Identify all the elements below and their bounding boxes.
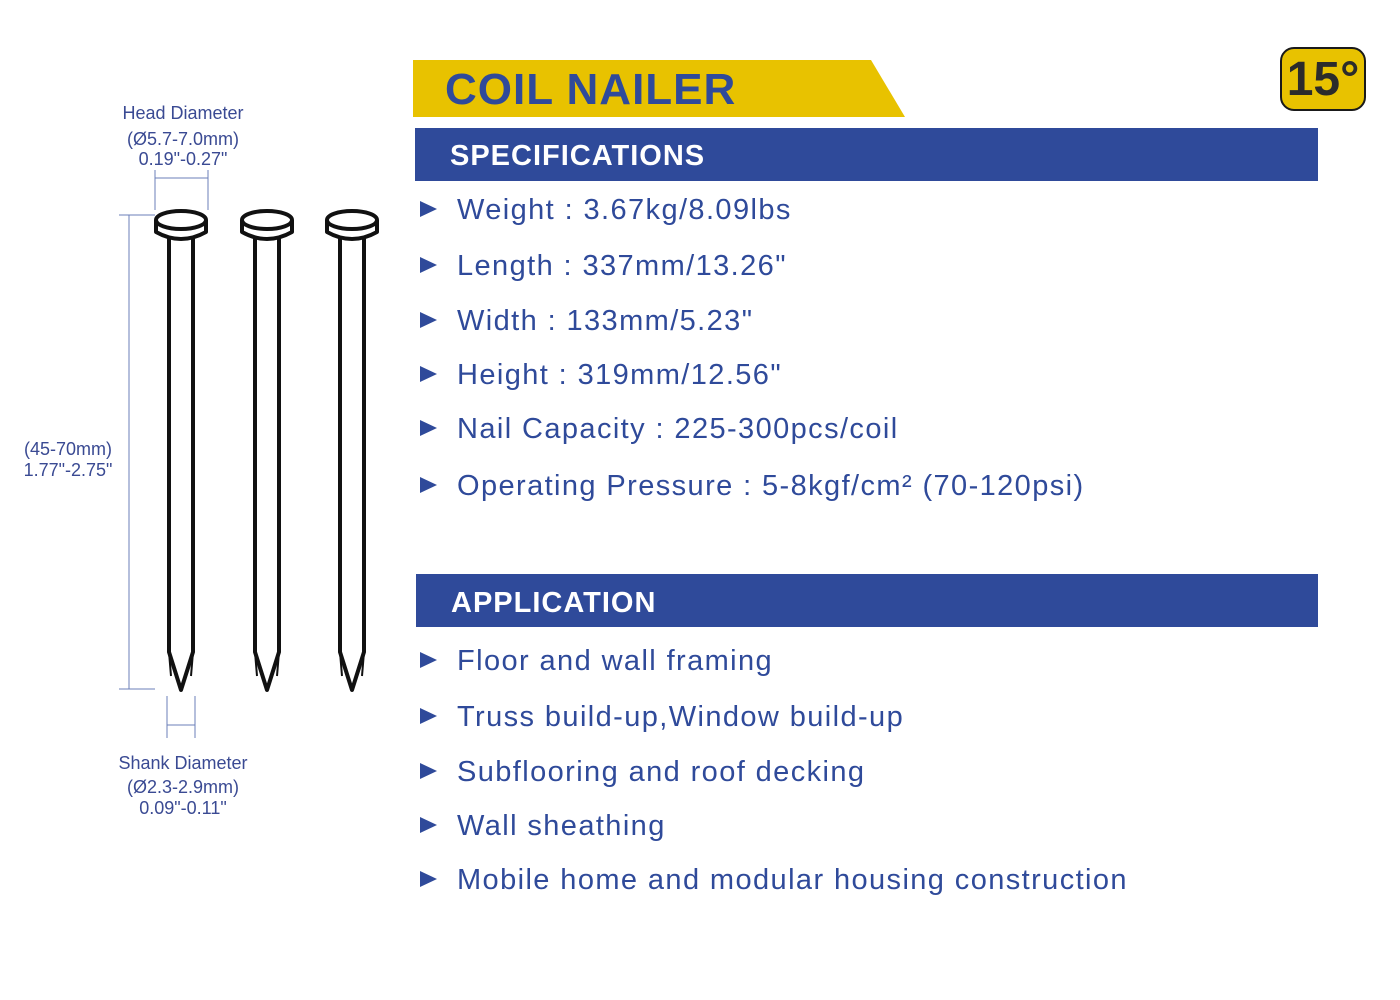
arrow-bullet-icon	[420, 652, 437, 668]
spec-item-width	[420, 304, 753, 338]
shank-diameter-in: 0.09"-0.11"	[139, 798, 227, 818]
application-item	[420, 755, 865, 789]
spec-item-text: Weight : 3.67kg/8.09lbs	[457, 194, 792, 226]
application-item-text: Wall sheathing	[457, 810, 666, 842]
spec-item-text: Nail Capacity : 225-300pcs/coil	[457, 413, 899, 445]
nail-1	[156, 211, 206, 690]
application-item-text: Mobile home and modular housing construction	[457, 864, 1128, 896]
arrow-bullet-icon	[420, 817, 437, 833]
spec-item-operating-pressure	[420, 469, 1085, 503]
page-title: COIL NAILER	[445, 65, 737, 114]
shank-diameter-title: Shank Diameter	[118, 753, 248, 773]
application-item	[420, 700, 904, 734]
application-heading: APPLICATION	[416, 574, 1318, 627]
shank-diameter-label	[103, 752, 263, 818]
arrow-bullet-icon	[420, 201, 437, 217]
arrow-bullet-icon	[420, 708, 437, 724]
length-mm: (45-70mm)	[23, 439, 112, 459]
arrow-bullet-icon	[420, 257, 437, 273]
spec-item-text: Width : 133mm/5.23"	[457, 305, 754, 337]
head-diameter-label	[103, 102, 263, 168]
length-in: 1.77"-2.75"	[23, 460, 113, 480]
spec-item-text: Length : 337mm/13.26"	[457, 250, 787, 282]
spec-item-weight	[420, 193, 792, 227]
application-item	[420, 863, 1128, 897]
spec-item-text: Height : 319mm/12.56"	[457, 359, 783, 391]
arrow-bullet-icon	[420, 871, 437, 887]
nail-diagram	[0, 0, 400, 1000]
arrow-bullet-icon	[420, 366, 437, 382]
application-item-text: Truss build-up,Window build-up	[457, 701, 905, 733]
head-diameter-title: Head Diameter	[122, 103, 244, 123]
application-item	[420, 644, 773, 678]
spec-item-length	[420, 249, 787, 283]
specifications-heading: SPECIFICATIONS	[415, 128, 1318, 181]
spec-item-height	[420, 358, 782, 392]
arrow-bullet-icon	[420, 420, 437, 436]
head-diameter-mm: (Ø5.7-7.0mm)	[126, 129, 240, 149]
application-item	[420, 809, 666, 843]
arrow-bullet-icon	[420, 477, 437, 493]
nail-2	[242, 211, 292, 690]
angle-badge: 15°	[1280, 47, 1366, 111]
spec-item-text: Operating Pressure : 5-8kgf/cm² (70-120psi)	[457, 470, 1085, 502]
application-item-text: Floor and wall framing	[457, 645, 774, 677]
length-label	[8, 438, 128, 480]
shank-diameter-dimension	[167, 696, 195, 738]
spec-item-nail-capacity	[420, 412, 899, 446]
head-diameter-in: 0.19"-0.27"	[138, 149, 228, 169]
shank-diameter-mm: (Ø2.3-2.9mm)	[126, 777, 240, 797]
arrow-bullet-icon	[420, 312, 437, 328]
application-item-text: Subflooring and roof decking	[457, 756, 866, 788]
head-diameter-dimension	[155, 170, 208, 210]
arrow-bullet-icon	[420, 763, 437, 779]
nail-3	[327, 211, 377, 690]
